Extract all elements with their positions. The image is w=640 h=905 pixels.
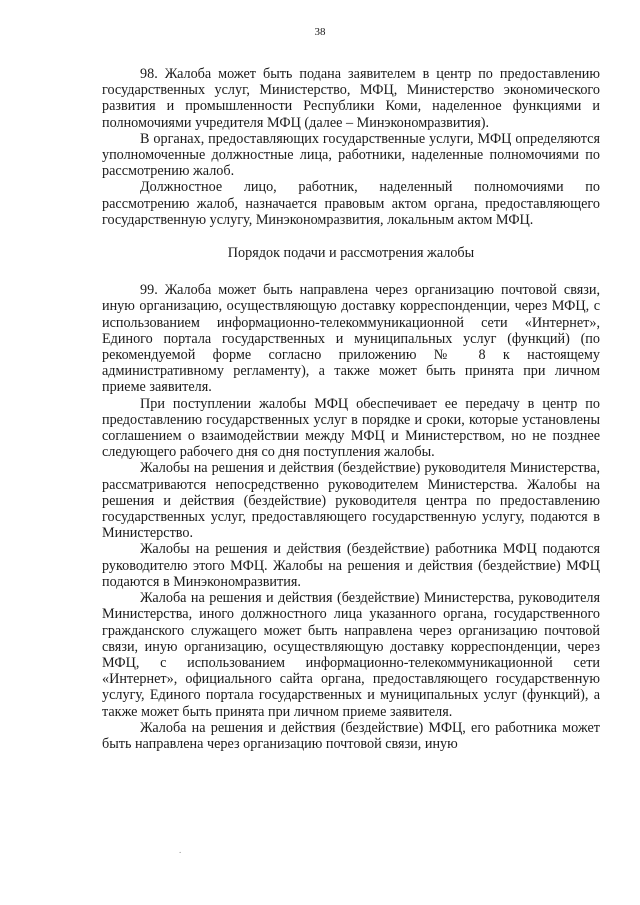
paragraph-mfc-worker-complaints: Жалобы на решения и действия (бездействие) работника МФЦ подаются руководителю этого МФЦ. Жалобы на решения и действия (бездействие) МФЦ подаются в Минэкономразвития. <box>102 541 600 590</box>
paragraph-99-intro: 99. Жалоба может быть направлена через организацию почтовой связи, иную организацию, осуществляющую доставку корреспонденции, через МФЦ, с использованием информационно-телекоммуникационной сети «Интернет», Единого портала государственных и муниципальных услуг (функций) (по рекомендуемой форме согласно приложению № 8 к настоящему административному регламенту), а также может быть принята при личном приеме заявителя. <box>102 282 600 396</box>
section-heading: Порядок подачи и рассмотрения жалобы <box>227 245 475 262</box>
paragraph-mfc-complaint-channels: Жалоба на решения и действия (бездействие) МФЦ, его работника может быть направлена через организацию почтовой связи, иную <box>102 719 600 752</box>
footer-mark: . <box>179 845 182 855</box>
paragraph-mfc-transfer: При поступлении жалобы МФЦ обеспечивает ее передачу в центр по предоставлению государственных услуг в порядке и сроки, которые установлены соглашением о взаимодействии между МФЦ и Министерством, но не позднее следующего рабочего дня со дня поступления жалобы. <box>102 395 600 461</box>
paragraph-ministry-head-complaints: Жалобы на решения и действия (бездействие) руководителя Министерства, рассматриваются непосредственно руководителем Министерства. Жалобы на решения и действия (бездействие) руководителя центра по предоставлению государственных услуг, предоставляющего государственную услугу, подаются в Министерство. <box>102 460 600 542</box>
page-number: 38 <box>314 26 326 38</box>
paragraph-appointment: Должностное лицо, работник, наделенный полномочиями по рассмотрению жалоб, назначается правовым актом органа, предоставляющего государственную услугу, Минэкономразвития, локальным актом МФЦ. <box>102 179 600 228</box>
document-body <box>102 66 600 752</box>
paragraph-ministry-complaint-channels: Жалоба на решения и действия (бездействие) Министерства, руководителя Министерства, иного должностного лица указанного органа, государственного гражданского служащего может быть направлена через организацию почтовой связи, иную организацию, осуществляющую доставку корреспонденции, через МФЦ, с использованием информационно-телекоммуникационной сети «Интернет», официального сайта органа, предоставляющего государственную услугу, Единого портала государственных и муниципальных услуг (функций), а также может быть принята при личном приеме заявителя. <box>102 590 600 720</box>
paragraph-98-intro: 98. Жалоба может быть подана заявителем в центр по предоставлению государственных услуг, Министерство, МФЦ, Министерство экономического развития и промышленности Республики Коми, наделенное функциями и полномочиями учредителя МФЦ (далее – Минэкономразвития). <box>102 66 600 131</box>
paragraph-authorized-officials: В органах, предоставляющих государственные услуги, МФЦ определяются уполномоченные должностные лица, работники, наделенные полномочиями по рассмотрению жалоб. <box>102 130 600 180</box>
